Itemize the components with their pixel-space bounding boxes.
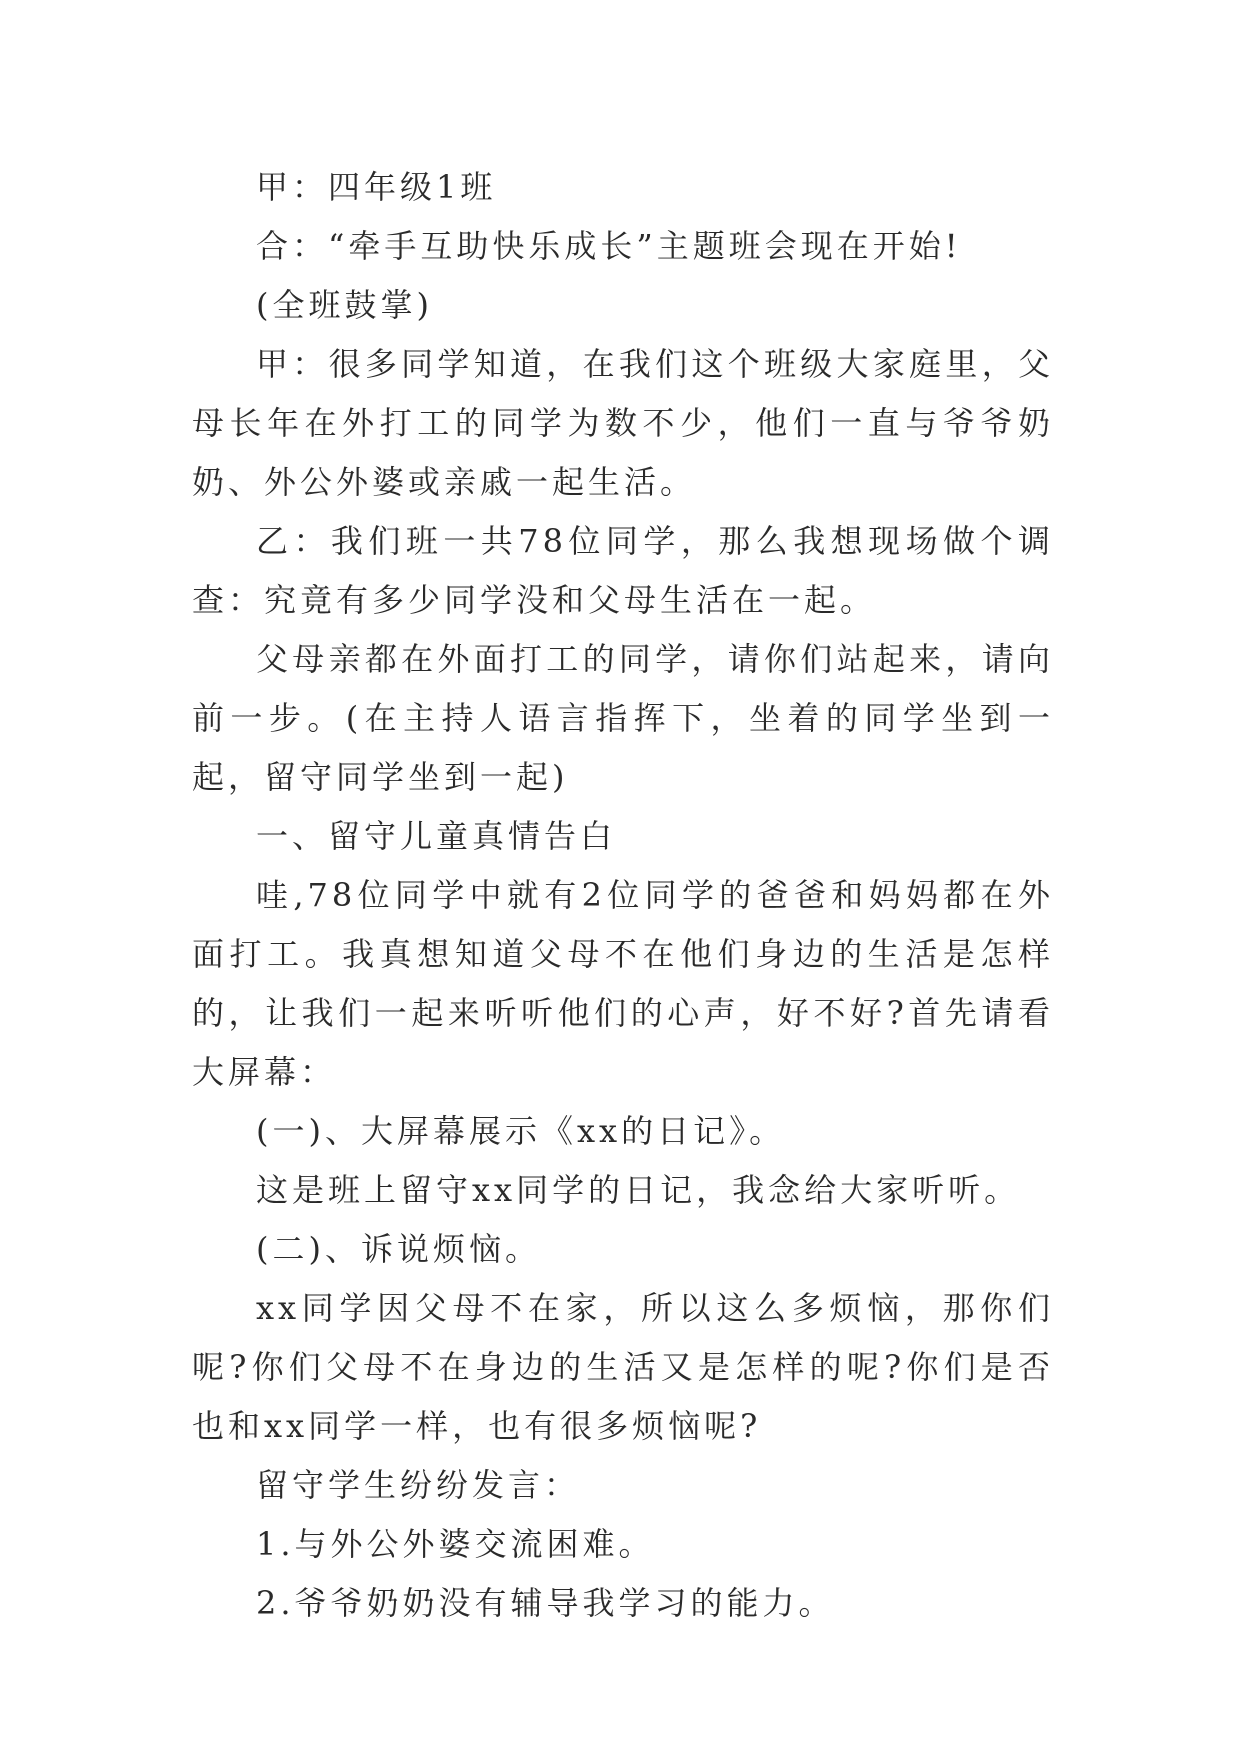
section-heading-1: 一、留守儿童真情告白 xyxy=(256,817,617,855)
paragraph-worries-question: xx同学因父母不在家，所以这么多烦恼，那你们呢?你们父母不在身边的生活又是怎样的呢?你们是否也和xx同学一样，也有很多烦恼呢? xyxy=(192,1289,1054,1445)
paragraph-applause: (全班鼓掌) xyxy=(256,286,433,324)
paragraph-opening-announcement: 合：“牵手互助快乐成长”主题班会现在开始! xyxy=(256,227,962,265)
paragraph-diary-reading: 这是班上留守xx同学的日记，我念给大家听听。 xyxy=(256,1171,1021,1209)
paragraph-left-behind-count: 哇,78位同学中就有2位同学的爸爸和妈妈都在外面打工。我真想知道父母不在他们身边的生活是怎样的，让我们一起来听听他们的心声，好不好?首先请看大屏幕： xyxy=(192,876,1054,1091)
list-item-2: 2.爷爷奶奶没有辅导我学习的能力。 xyxy=(256,1584,835,1622)
paragraph-host-a-class: 甲：四年级1班 xyxy=(256,168,497,206)
paragraph-host-b-survey: 乙：我们班一共78位同学，那么我想现场做个调查：究竟有多少同学没和父母生活在一起。 xyxy=(192,522,1054,619)
paragraph-students-speak: 留守学生纷纷发言： xyxy=(256,1466,581,1504)
paragraph-stand-up-instruction: 父母亲都在外面打工的同学，请你们站起来，请向前一步。(在主持人语言指挥下，坐着的同学坐到一起，留守同学坐到一起) xyxy=(192,640,1054,796)
subsection-heading-2: (二)、诉说烦恼。 xyxy=(256,1230,541,1268)
list-item-1: 1.与外公外婆交流困难。 xyxy=(256,1525,655,1563)
subsection-heading-1: (一)、大屏幕展示《xx的日记》。 xyxy=(256,1112,786,1150)
document-page xyxy=(192,158,1054,1633)
paragraph-host-a-intro: 甲：很多同学知道，在我们这个班级大家庭里，父母长年在外打工的同学为数不少，他们一直与爷爷奶奶、外公外婆或亲戚一起生活。 xyxy=(192,345,1054,501)
